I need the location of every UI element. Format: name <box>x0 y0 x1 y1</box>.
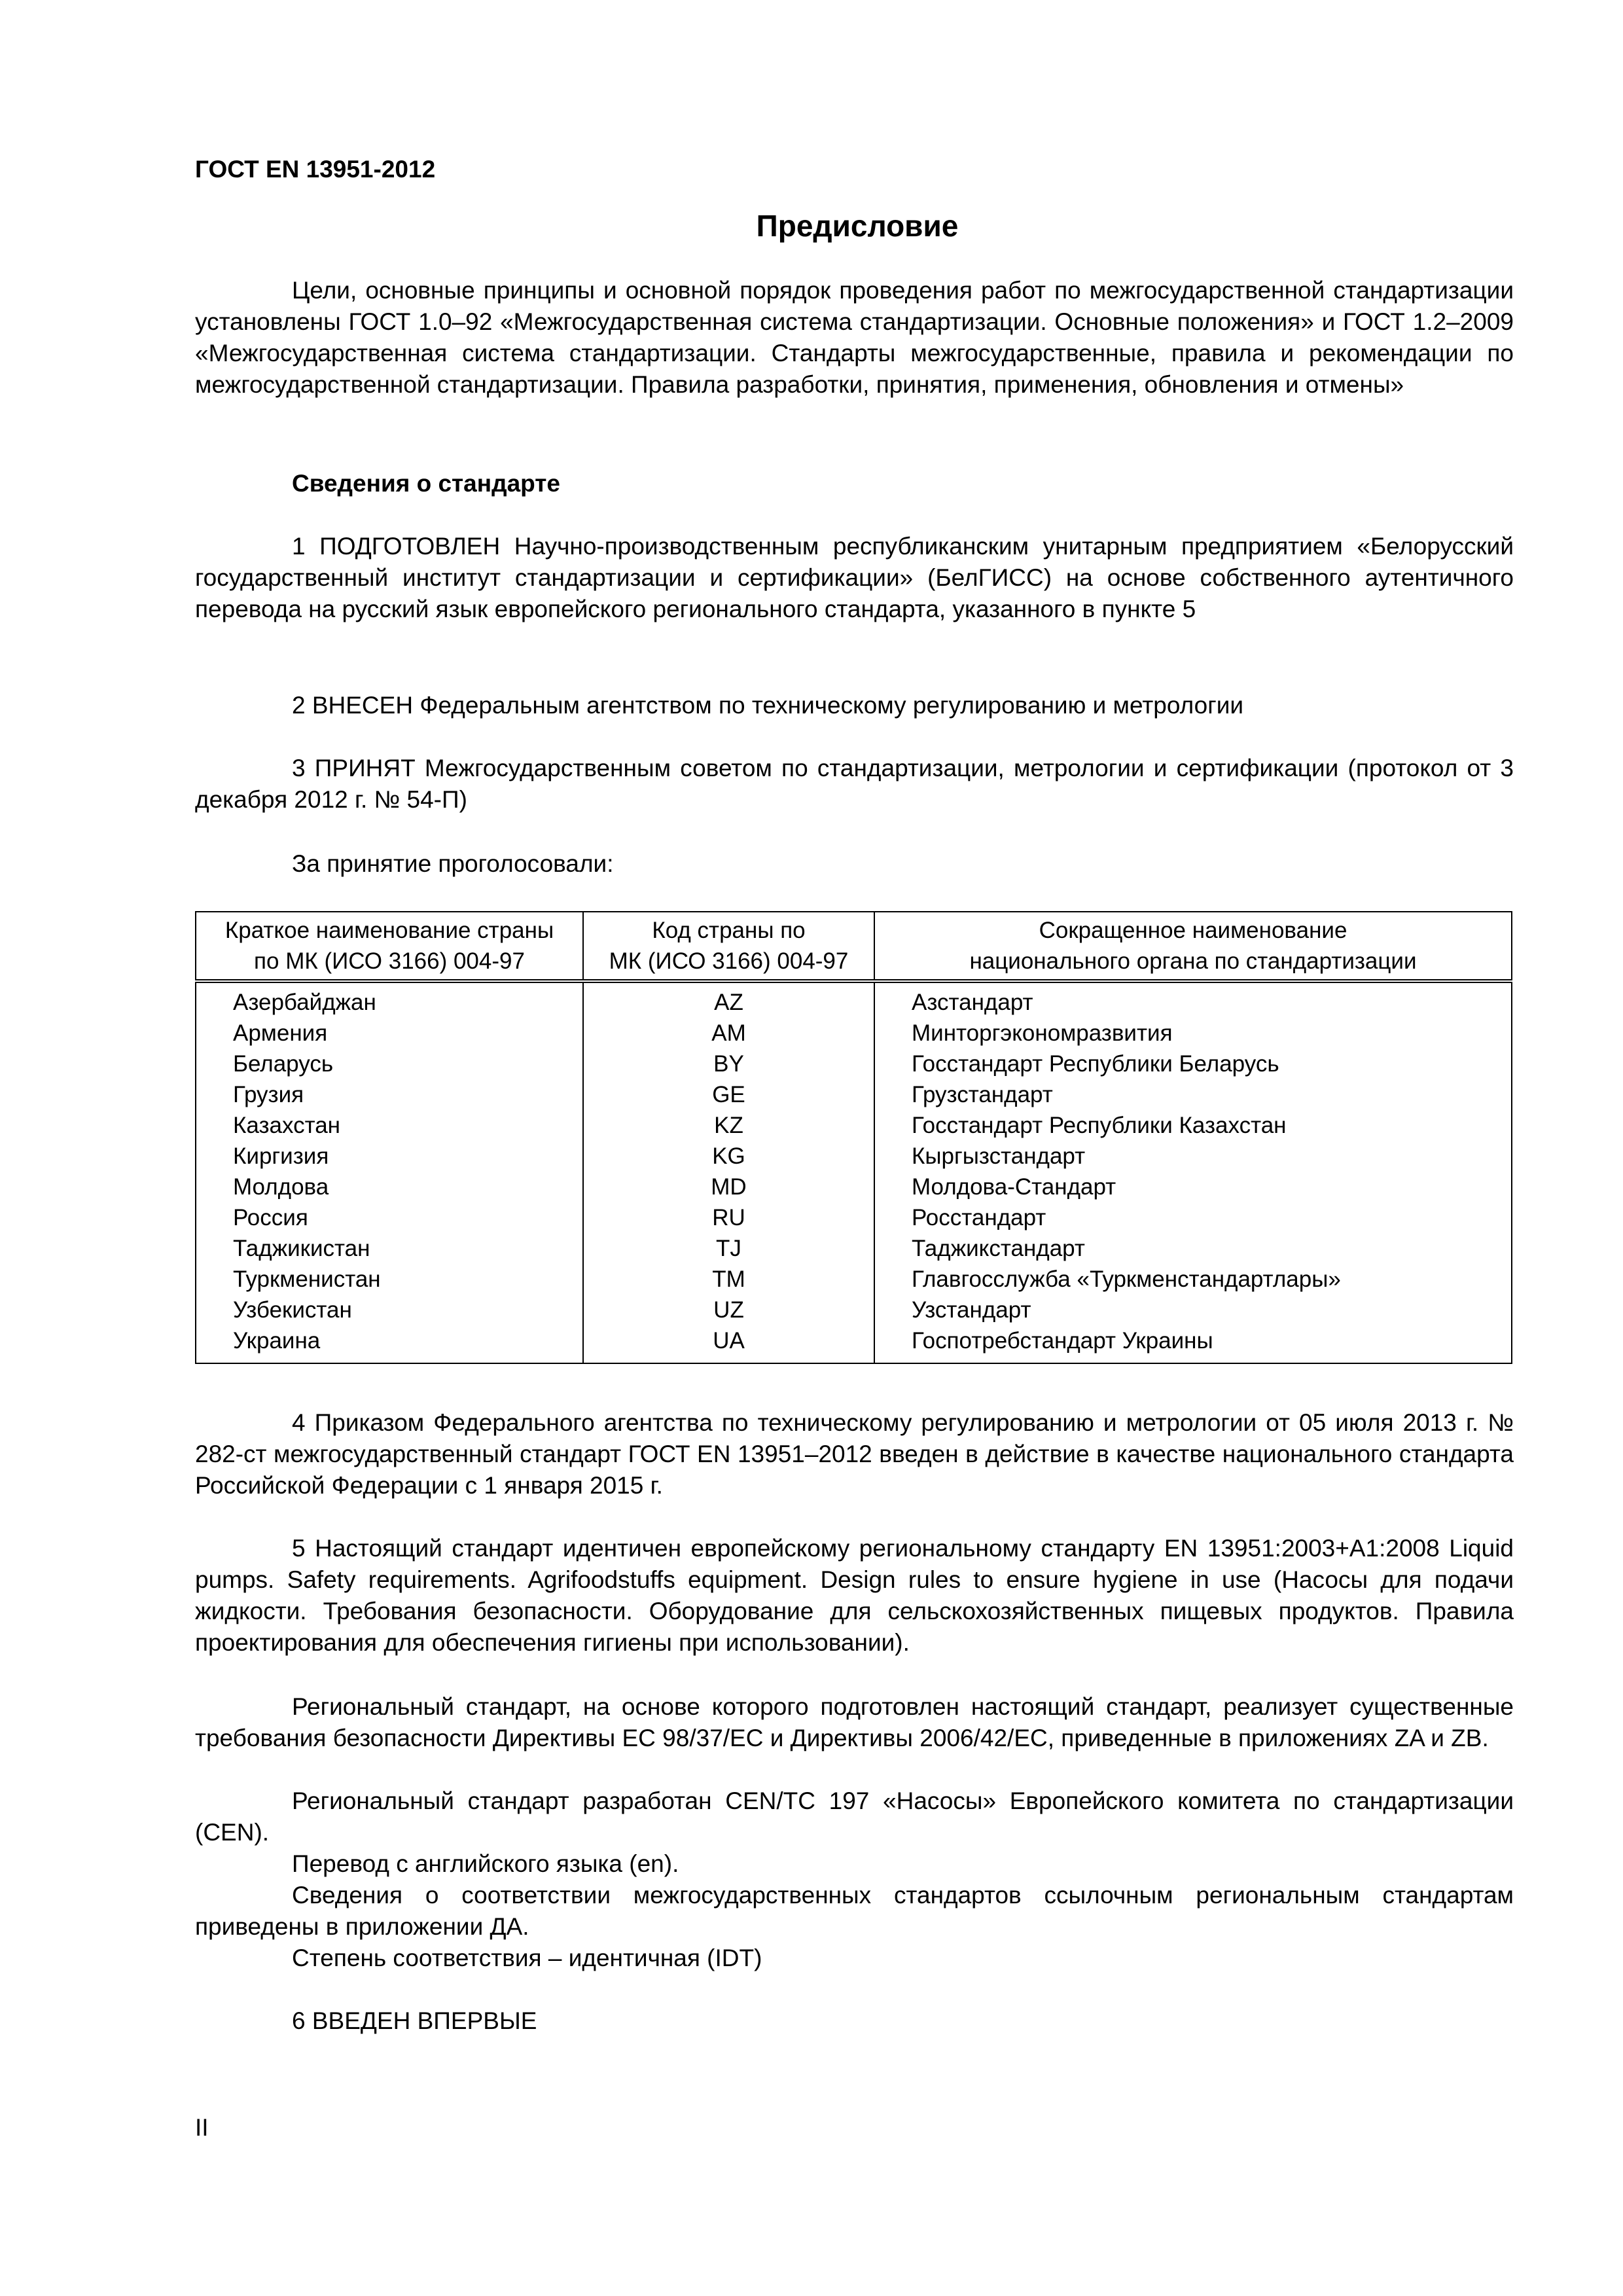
table-row <box>196 1202 1512 1233</box>
body-cell: Госстандарт Республики Казахстан <box>874 1110 1512 1141</box>
body-cell: Главгосслужба «Туркменстандартлары» <box>874 1264 1512 1295</box>
code-cell: TM <box>583 1264 874 1295</box>
item-5-regional-paragraph: Региональный стандарт, на основе которого подготовлен настоящий стандарт, реализует существенные требования безопасности Директивы ЕС 98/37/ЕС и Директивы 2006/42/ЕС, приведенные в приложениях ZA и ZB. <box>195 1693 1514 1751</box>
table-row <box>196 1141 1512 1172</box>
voted-label: За принятие проголосовали: <box>292 850 614 877</box>
country-cell: Узбекистан <box>196 1295 583 1325</box>
code-cell: UA <box>583 1325 874 1363</box>
body-cell: Госстандарт Республики Беларусь <box>874 1049 1512 1079</box>
header-country-code: Код страны по МК (ИСО 3166) 004-97 <box>583 912 874 981</box>
body-cell: Молдова-Стандарт <box>874 1172 1512 1202</box>
item-5-translation-paragraph: Перевод с английского языка (en). <box>292 1850 679 1877</box>
document-code: ГОСТ EN 13951-2012 <box>195 156 436 183</box>
intro-paragraph: Цели, основные принципы и основной порядок проведения работ по межгосударственной стандартизации установлены ГОСТ 1.0–92 «Межгосударственная система стандартизации. Основные положения» и ГОСТ 1.2–2009 «Межгосударственная система стандартизации. Стандарты межгосударственные, правила и рекомендации по межгосударственной стандартизации. Правила разработки, принятия, применения, обновления и отмены» <box>195 277 1514 398</box>
item-3-paragraph: 3 ПРИНЯТ Межгосударственным советом по стандартизации, метрологии и сертификации (протокол от 3 декабря 2012 г. № 54-П) <box>195 755 1514 813</box>
table-row <box>196 1172 1512 1202</box>
code-cell: AM <box>583 1018 874 1049</box>
table-row <box>196 1264 1512 1295</box>
table-row <box>196 1079 1512 1110</box>
code-cell: KG <box>583 1141 874 1172</box>
page-title: Предисловие <box>756 209 959 243</box>
code-cell: MD <box>583 1172 874 1202</box>
body-cell: Минторгэкономразвития <box>874 1018 1512 1049</box>
code-cell: KZ <box>583 1110 874 1141</box>
item-2-paragraph: 2 ВНЕСЕН Федеральным агентством по техническому регулированию и метрологии <box>292 692 1244 719</box>
voting-table <box>195 911 1512 1364</box>
body-cell: Кыргызстандарт <box>874 1141 1512 1172</box>
code-cell: TJ <box>583 1233 874 1264</box>
country-cell: Киргизия <box>196 1141 583 1172</box>
table-row <box>196 1325 1512 1363</box>
code-cell: AZ <box>583 981 874 1018</box>
table-row <box>196 981 1512 1018</box>
country-cell: Молдова <box>196 1172 583 1202</box>
body-cell: Азстандарт <box>874 981 1512 1018</box>
table-row <box>196 1295 1512 1325</box>
table-header-row <box>196 912 1512 981</box>
country-cell: Украина <box>196 1325 583 1363</box>
body-cell: Грузстандарт <box>874 1079 1512 1110</box>
page-number: II <box>195 2114 209 2141</box>
item-5-paragraph: 5 Настоящий стандарт идентичен европейскому региональному стандарту EN 13951:2003+A1:2008 Liquid pumps. Safety requirements. Agrifoodstuffs equipment. Design rules to ensure hygiene in use (Насосы для подачи жидкости. Требования безопасности. Оборудование для сельскохозяйственных пищевых продуктов. Правила проектирования для обеспечения гигиены при использовании). <box>195 1535 1514 1656</box>
country-cell: Таджикистан <box>196 1233 583 1264</box>
table-row <box>196 1110 1512 1141</box>
item-6-paragraph: 6 ВВЕДЕН ВПЕРВЫЕ <box>292 2007 537 2034</box>
body-cell: Таджикстандарт <box>874 1233 1512 1264</box>
table-row <box>196 1049 1512 1079</box>
table-row <box>196 1018 1512 1049</box>
item-5-conformity-paragraph: Сведения о соответствии межгосударственных стандартов ссылочным региональным стандартам приведены в приложении ДА. <box>195 1882 1514 1940</box>
country-cell: Грузия <box>196 1079 583 1110</box>
body-cell: Узстандарт <box>874 1295 1512 1325</box>
code-cell: UZ <box>583 1295 874 1325</box>
code-cell: BY <box>583 1049 874 1079</box>
country-cell: Армения <box>196 1018 583 1049</box>
item-5-developer-paragraph: Региональный стандарт разработан CEN/TC 197 «Насосы» Европейского комитета по стандартизации (CEN). <box>195 1787 1514 1846</box>
country-cell: Казахстан <box>196 1110 583 1141</box>
table-row <box>196 1233 1512 1264</box>
item-5-degree-paragraph: Степень соответствия – идентичная (IDT) <box>292 1945 762 1971</box>
country-cell: Туркменистан <box>196 1264 583 1295</box>
item-4-paragraph: 4 Приказом Федерального агентства по техническому регулированию и метрологии от 05 июля 2013 г. № 282-ст межгосударственный стандарт ГОСТ EN 13951–2012 введен в действие в качестве национального стандарта Российской Федерации с 1 января 2015 г. <box>195 1409 1514 1499</box>
header-standards-body: Сокращенное наименование национального органа по стандартизации <box>874 912 1512 981</box>
header-country-name: Краткое наименование страны по МК (ИСО 3166) 004-97 <box>196 912 583 981</box>
body-cell: Госпотребстандарт Украины <box>874 1325 1512 1363</box>
code-cell: GE <box>583 1079 874 1110</box>
code-cell: RU <box>583 1202 874 1233</box>
country-cell: Беларусь <box>196 1049 583 1079</box>
body-cell: Росстандарт <box>874 1202 1512 1233</box>
item-1-paragraph: 1 ПОДГОТОВЛЕН Научно-производственным республиканским унитарным предприятием «Белорусский государственный институт стандартизации и сертификации» (БелГИСС) на основе собственного аутентичного перевода на русский язык европейского регионального стандарта, указанного в пункте 5 <box>195 533 1514 622</box>
section-heading: Сведения о стандарте <box>292 470 560 497</box>
country-cell: Россия <box>196 1202 583 1233</box>
country-cell: Азербайджан <box>196 981 583 1018</box>
